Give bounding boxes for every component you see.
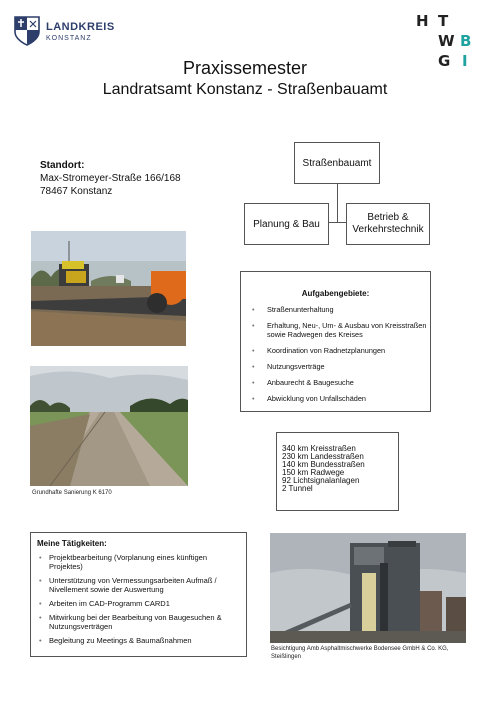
org-right-line1: Betrieb & bbox=[367, 212, 409, 223]
taetigkeiten-item: • Mitwirkung bei der Bearbeitung von Baugesuchen & Nutzungsverträgen bbox=[37, 613, 242, 631]
stat-tunnel: 2 Tunnel bbox=[282, 484, 313, 493]
aufgaben-item: • Nutzungsverträge bbox=[249, 362, 427, 371]
aufgaben-item: • Abwicklung von Unfallschäden bbox=[249, 394, 427, 403]
org-box-betrieb-verkehrstechnik bbox=[346, 203, 430, 245]
aufgaben-item: • Erhaltung, Neu-, Um- & Ausbau von Kreisstraßen sowie Radwegen des Kreises bbox=[249, 321, 427, 339]
standort-label: Standort: bbox=[40, 160, 85, 171]
taetigkeiten-title: Meine Tätigkeiten: bbox=[37, 539, 107, 548]
standort-city: 78467 Konstanz bbox=[40, 186, 113, 197]
stat-bundesstrassen: 140 km Bundesstraßen bbox=[282, 460, 365, 469]
photo-plant-caption-line1: Besichtigung Amb Asphaltmischwerke Bodensee GmbH & Co. KG, bbox=[271, 646, 449, 652]
taetigkeiten-item: • Arbeiten im CAD-Programm CARD1 bbox=[37, 599, 242, 608]
aufgaben-item: • Straßenunterhaltung bbox=[249, 305, 427, 314]
aufgaben-box bbox=[240, 271, 431, 412]
stats-box bbox=[276, 432, 399, 511]
aufgaben-list bbox=[249, 305, 427, 410]
htwg-letter-g: G bbox=[438, 52, 451, 70]
logo-subtitle: KONSTANZ bbox=[46, 35, 92, 42]
taetigkeiten-box bbox=[30, 532, 247, 657]
org-connector-horizontal bbox=[329, 222, 346, 223]
taetigkeiten-list bbox=[37, 553, 242, 650]
photo-road-caption: Grundhafte Sanierung K 6170 bbox=[32, 490, 112, 496]
htwg-letter-h: H bbox=[416, 12, 429, 30]
photo-asphalt-paving bbox=[31, 231, 186, 346]
aufgaben-item: • Anbaurecht & Baugesuche bbox=[249, 378, 427, 387]
photo-road-renovation bbox=[30, 366, 188, 486]
photo-asphalt-plant bbox=[270, 533, 466, 643]
htwg-letter-t: T bbox=[438, 12, 449, 30]
logo-name: LANDKREIS bbox=[46, 21, 115, 33]
stat-radwege: 150 km Radwege bbox=[282, 468, 345, 477]
htwg-letter-i: I bbox=[462, 52, 468, 70]
stat-landesstrassen: 230 km Landesstraßen bbox=[282, 452, 364, 461]
taetigkeiten-item: • Begleitung zu Meetings & Baumaßnahmen bbox=[37, 636, 242, 645]
org-right-line2: Verkehrstechnik bbox=[352, 224, 424, 235]
standort-block bbox=[40, 159, 181, 198]
org-box-planung-bau: Planung & Bau bbox=[244, 203, 329, 245]
stat-lichtsignalanlagen: 92 Lichtsignalanlagen bbox=[282, 476, 360, 485]
stat-kreisstrassen: 340 km Kreisstraßen bbox=[282, 444, 356, 453]
taetigkeiten-item: • Unterstützung von Vermessungsarbeiten Aufmaß / Nivellement sowie der Auswertung bbox=[37, 576, 242, 594]
aufgaben-item: • Koordination von Radnetzplanungen bbox=[249, 346, 427, 355]
htwg-letter-w: W bbox=[438, 32, 455, 50]
htwg-letter-b: B bbox=[460, 32, 472, 50]
aufgaben-title: Aufgabengebiete: bbox=[301, 289, 370, 298]
standort-street: Max-Stromeyer-Straße 166/168 bbox=[40, 173, 181, 184]
landkreis-crest-icon bbox=[14, 16, 40, 46]
org-box-strassenbauamt: Straßenbauamt bbox=[294, 142, 380, 184]
page-subtitle: Landratsamt Konstanz - Straßenbauamt bbox=[102, 81, 388, 98]
taetigkeiten-item: • Projektbearbeitung (Vorplanung eines künftigen Projektes) bbox=[37, 553, 242, 571]
page-title: Praxissemester bbox=[182, 58, 308, 78]
org-connector-vertical bbox=[337, 184, 338, 222]
photo-plant-caption-line2: Steißlingen bbox=[271, 654, 302, 660]
